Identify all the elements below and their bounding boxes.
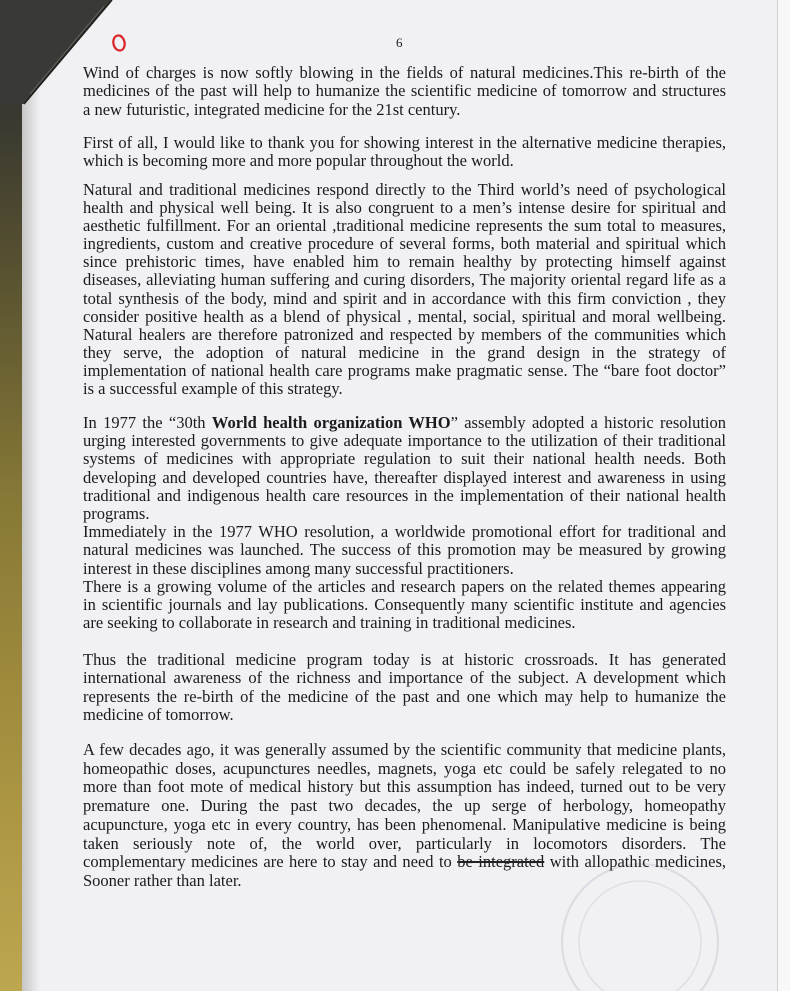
text-line: medicines of the past will help to humanize the scientific medicine of tomorrow and structures bbox=[83, 81, 726, 101]
paragraph bbox=[83, 414, 726, 523]
text-line: more than foot mote of medical history but this assumption has indeed, turned out to be very bbox=[83, 777, 726, 797]
text-line: represents the re-birth of the medicine of the past and one which may help to humanize the bbox=[83, 686, 726, 706]
handwritten-mark bbox=[109, 32, 129, 54]
text-segment: ” assembly adopted a historic resolution bbox=[450, 413, 726, 432]
right-page-edge bbox=[777, 0, 790, 991]
text-line: There is a growing volume of the articles and research papers on the related themes appearing bbox=[83, 576, 726, 596]
paragraph bbox=[83, 181, 726, 398]
text-line: urging interested governments to give adequate importance to the utilization of their traditional bbox=[83, 431, 726, 451]
text-line: natural medicines was launched. The success of this promotion may be measured by growing bbox=[83, 540, 726, 560]
text-line: A few decades ago, it was generally assumed by the scientific community that medicine plants, bbox=[83, 740, 726, 759]
text-line: traditional and indigenous health care resources in the implementation of their national health bbox=[83, 485, 726, 505]
paragraph bbox=[83, 64, 726, 119]
text-line: Sooner rather than later. bbox=[83, 870, 242, 890]
text-line: are seeking to collaborate in research and training in traditional medicines. bbox=[83, 613, 576, 633]
text-line: total synthesis of the body, mind and spirit and in accordance with this firm conviction , they bbox=[83, 288, 726, 308]
left-binding-edge bbox=[0, 0, 22, 991]
text-line: consider positive health as a blend of physical , mental, social, spiritual and moral wellbeing. bbox=[83, 306, 726, 326]
left-edge-shadow bbox=[22, 0, 40, 991]
text-line: ingredients, custom and creative procedure of several forms, both material and spiritual which bbox=[83, 234, 726, 254]
text-line: homeopathic doses, acupunctures needles, magnets, yoga etc could be safely relegated to no bbox=[83, 758, 726, 778]
paragraph bbox=[83, 578, 726, 633]
text-line: since prehistoric times, have enabled him to remain healthy by protecting himself against bbox=[83, 252, 726, 272]
text-line: aesthetic fulfillment. For an oriental ,traditional medicine represents the sum total to measures, bbox=[83, 216, 726, 236]
paragraph bbox=[83, 523, 726, 578]
text-line: interest in these disciplines among many successful practitioners. bbox=[83, 558, 514, 578]
text-line: premature one. During the past two decades, the up serge of herbology, homeopathy bbox=[83, 796, 726, 816]
page-number: 6 bbox=[396, 35, 403, 50]
text-line: First of all, I would like to thank you for showing interest in the alternative medicine therapies, bbox=[83, 133, 726, 152]
paragraph bbox=[83, 741, 726, 891]
text-line: taken seriously note of, the world over, particularly in locomotors disorders. The bbox=[83, 833, 726, 853]
text-line bbox=[83, 853, 726, 872]
text-line: Natural and traditional medicines respond directly to the Third world’s need of psychological bbox=[83, 180, 726, 199]
text-line: they serve, the adoption of natural medicine in the grand design in the strategy of bbox=[83, 342, 726, 362]
text-line: Natural healers are therefore patronized and respected by members of the communities which bbox=[83, 324, 726, 344]
bold-text: World health organization WHO bbox=[211, 413, 451, 432]
text-segment: In 1977 the “30th bbox=[83, 413, 212, 432]
struck-text: be integrated bbox=[457, 852, 545, 872]
text-line: medicine of tomorrow. bbox=[83, 704, 234, 724]
text-line: is a successful example of this strategy. bbox=[83, 379, 343, 399]
text-line: developing and developed countries have, thereafter displayed interest and awareness in using bbox=[83, 467, 726, 487]
text-line: implementation of national health care programs make pragmatic sense. The “bare foot doctor” bbox=[83, 360, 726, 380]
text-line: a new futuristic, integrated medicine for the 21st century. bbox=[83, 99, 461, 119]
text-line: health and physical well being. It is also congruent to a men’s intense desire for spiritual and bbox=[83, 198, 726, 218]
text-segment: with allopathic medicines, bbox=[544, 852, 726, 872]
text-line: Wind of charges is now softly blowing in the fields of natural medicines.This re-birth of the bbox=[83, 63, 726, 82]
text-line: which is becoming more and more popular throughout the world. bbox=[83, 151, 514, 170]
text-line: Immediately in the 1977 WHO resolution, a worldwide promotional effort for traditional and bbox=[83, 522, 726, 542]
paragraph-group bbox=[83, 414, 726, 632]
text-line bbox=[83, 414, 726, 432]
text-line: diseases, alleviating human suffering and curing disorders, The majority oriental regard life as a bbox=[83, 270, 726, 290]
text-line: Thus the traditional medicine program today is at historic crossroads. It has generated bbox=[83, 650, 726, 669]
text-line: systems of medicines with appropriate regulation to suit their national health needs. Both bbox=[83, 449, 726, 469]
paragraph bbox=[83, 651, 726, 724]
text-segment: complementary medicines are here to stay and need to bbox=[83, 852, 458, 872]
paragraph bbox=[83, 134, 726, 170]
text-line: in scientific journals and lay publications. Consequently many scientific institute and agencies bbox=[83, 595, 726, 615]
text-line: programs. bbox=[83, 504, 150, 524]
text-line: international awareness of the richness and importance of the subject. A development which bbox=[83, 668, 726, 688]
text-line: acupuncture, yoga etc in every country, has been phenomenal. Manipulative medicine is being bbox=[83, 814, 726, 834]
